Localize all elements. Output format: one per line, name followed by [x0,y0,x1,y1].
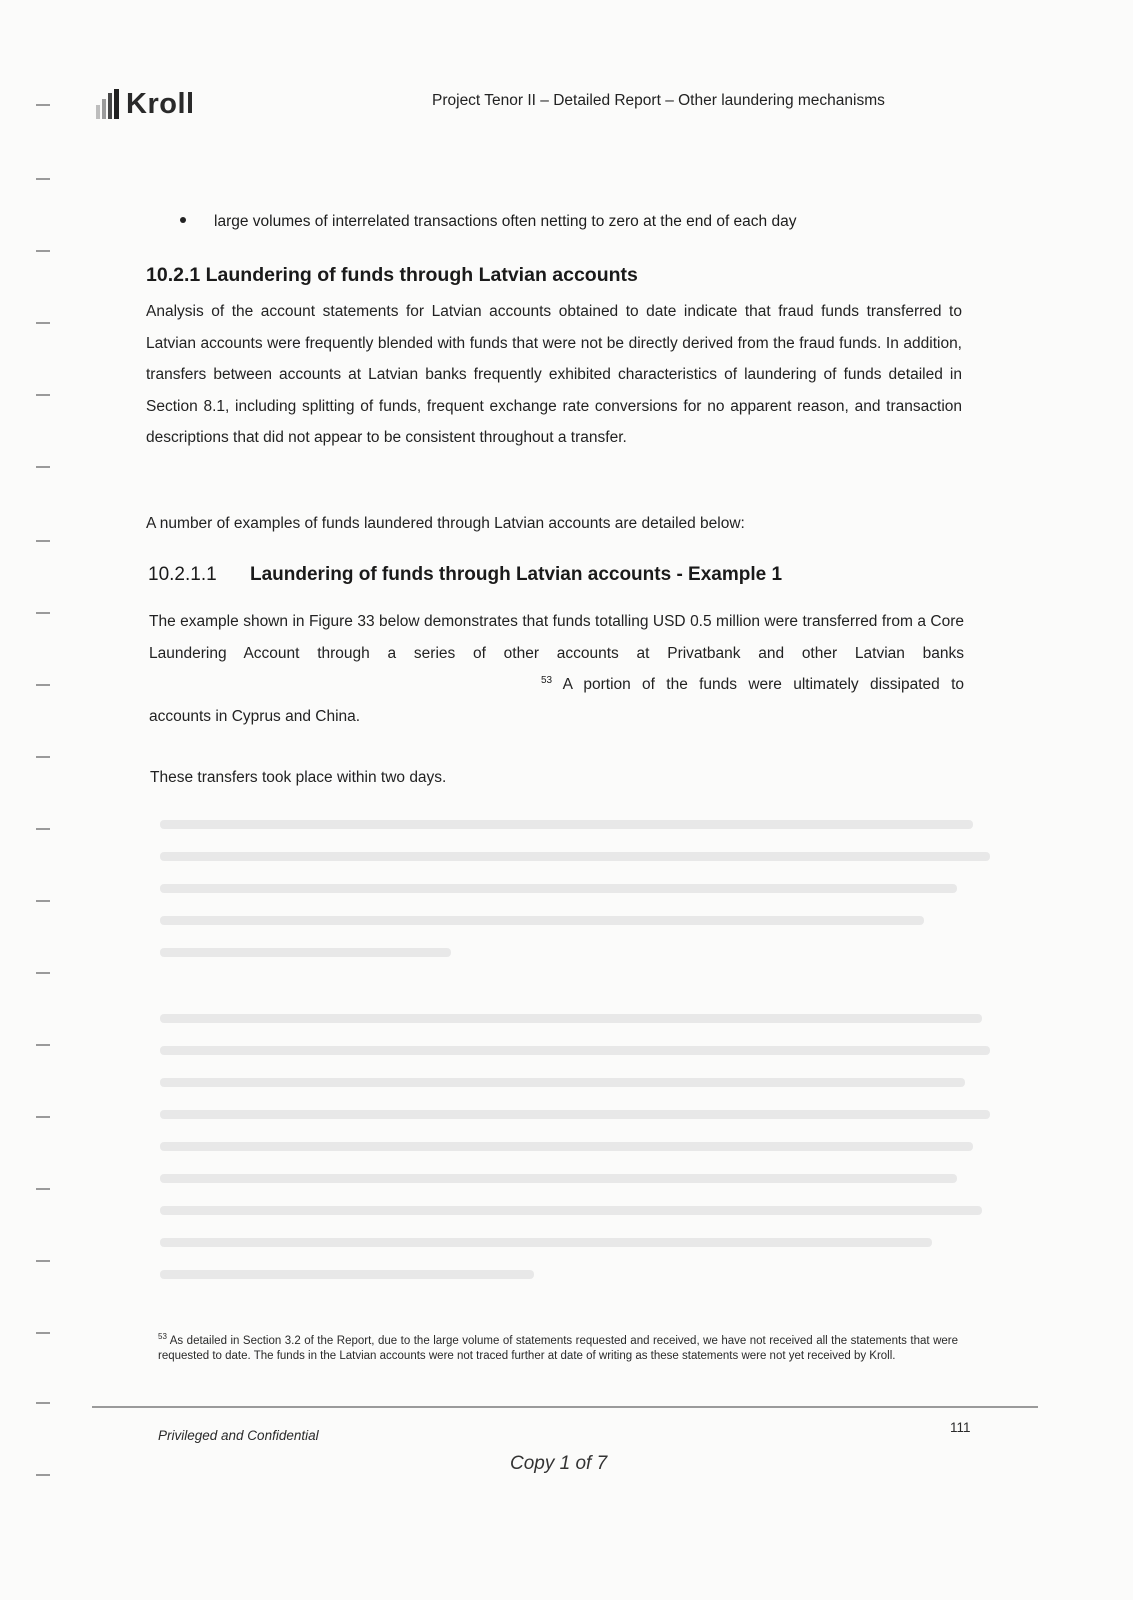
page-number: 111 [950,1420,971,1435]
confidentiality-notice: Privileged and Confidential [158,1428,319,1443]
bullet-text: large volumes of interrelated transactions often netting to zero at the end of each day [214,213,797,230]
subsection-title: Laundering of funds through Latvian accounts - Example 1 [250,564,783,585]
margin-mark [36,322,50,324]
bullet-icon [180,217,186,223]
copy-stamp: Copy 1 of 7 [510,1453,608,1474]
margin-mark [36,394,50,396]
margin-mark [36,1402,50,1404]
margin-mark [36,178,50,180]
margin-mark [36,612,50,614]
footnote-reference: 53 [541,674,553,686]
margin-mark [36,250,50,252]
section-paragraph-2: A number of examples of funds laundered through Latvian accounts are detailed below: [146,515,745,532]
margin-mark [36,466,50,468]
margin-mark [36,1188,50,1190]
footer-divider [92,1406,1038,1408]
logo-bars-icon [96,89,119,119]
margin-mark [36,1332,50,1334]
running-header: Project Tenor II – Detailed Report – Other laundering mechanisms [432,92,885,109]
margin-mark [36,756,50,758]
margin-mark [36,1044,50,1046]
margin-mark [36,1474,50,1476]
margin-mark [36,900,50,902]
footnote [158,1334,958,1363]
margin-mark [36,684,50,686]
subsection-paragraph-a: The example shown in Figure 33 below demonstrates that funds totalling USD 0.5 million were transferred from a Core Laundering Account through a series of other accounts at Privatbank and other Latvian banks [149,613,964,662]
bleed-through-text [160,820,990,980]
bleed-through-text [160,1014,990,1302]
subsection-heading [148,564,782,586]
subsection-paragraph-b: A portion of the funds were ultimately dissipated to accounts in Cyprus and China. [149,676,964,725]
subsection-paragraph [149,606,964,732]
footnote-text: As detailed in Section 3.2 of the Report, due to the large volume of statements requested and received, we have not received all the statements that were requested to date. The funds in the Latvian accounts were not traced further at date of writing as these statements were not yet received by Kroll. [158,1335,958,1362]
section-heading: 10.2.1 Laundering of funds through Latvian accounts [146,264,638,286]
margin-mark [36,972,50,974]
margin-mark [36,1260,50,1262]
margin-mark [36,828,50,830]
margin-mark [36,104,50,106]
margin-mark [36,540,50,542]
margin-mark [36,1116,50,1118]
subsection-number: 10.2.1.1 [148,564,217,585]
logo-text: Kroll [126,87,195,120]
footnote-marker: 53 [158,1332,167,1342]
kroll-logo [96,86,195,122]
bullet-item [180,213,796,231]
subsection-paragraph-c: These transfers took place within two days. [150,769,447,786]
section-paragraph-1: Analysis of the account statements for Latvian accounts obtained to date indicate that fraud funds transferred to Latvian accounts were frequently blended with funds that were not be directly derived from the fraud funds. In addition, transfers between accounts at Latvian banks frequently exhibited characteristics of laundering of funds detailed in Section 8.1, including splitting of funds, frequent exchange rate conversions for no apparent reason, and transaction descriptions that did not appear to be consistent throughout a transfer. [146,303,962,446]
